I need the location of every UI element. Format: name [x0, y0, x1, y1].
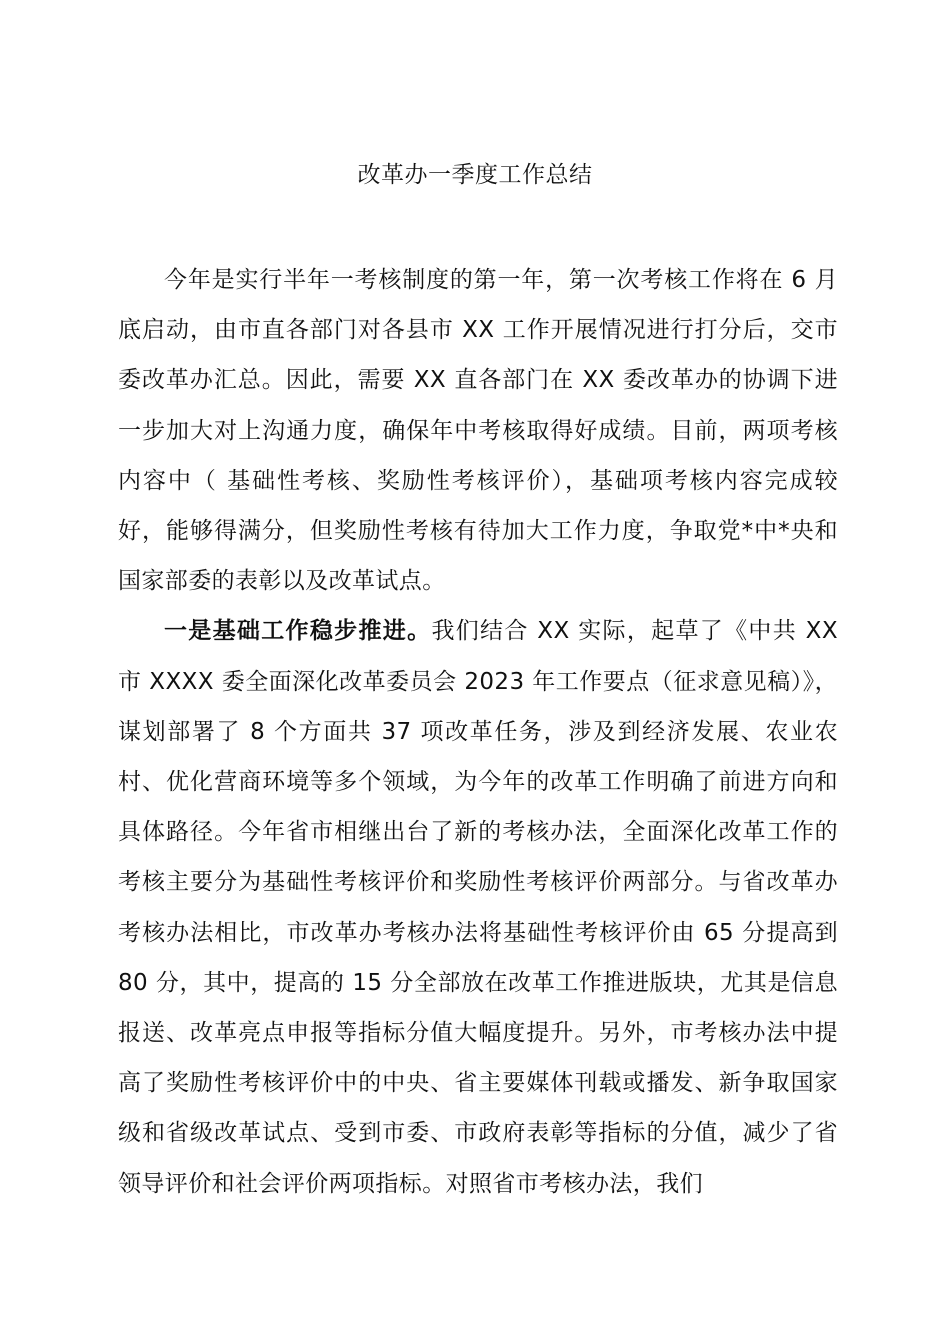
document-body — [118, 255, 838, 1209]
paragraph-2-text: 我们结合 XX 实际，起草了《中共 XX 市 XXXX 委全面深化改革委员会 2023 年工作要点（征求意见稿）》，谋划部署了 8 个方面共 37 项改革任务，涉及到经济发展、农业农村、优化营商环境等多个领域，为今年的改革工作明确了前进方向和具体路径。今年省市相继出台了新的考核办法，全面深化改革工作的考核主要分为基础性考核评价和奖励性考核评价两部分。与省改革办考核办法相比，市改革办考核办法将基础性考核评价由 65 分提高到 80 分，其中，提高的 15 分全部放在改革工作推进版块，尤其是信息报送、改革亮点申报等指标分值大幅度提升。另外，市考核办法中提高了奖励性考核评价中的中央、省主要媒体刊载或播发、新争取国家级和省级改革试点、受到市委、市政府表彰等指标的分值，减少了省领导评价和社会评价两项指标。对照省市考核办法，我们 — [118, 618, 838, 1197]
paragraph-2-lead: 一是基础工作稳步推进。 — [164, 618, 432, 645]
document-title: 改革办一季度工作总结 — [357, 162, 593, 188]
paragraph-1 — [118, 255, 838, 606]
paragraph-1-text: 今年是实行半年一考核制度的第一年，第一次考核工作将在 6 月底启动，由市直各部门对各县市 XX 工作开展情况进行打分后，交市委改革办汇总。因此，需要 XX 直各部门在 XX 委改革办的协调下进一步加大对上沟通力度，确保年中考核取得好成绩。目前，两项考核内容中（ 基础性考核、奖励性考核评价），基础项考核内容完成较好，能够得满分，但奖励性考核有待加大工作力度，争取党*中*央和国家部委的表彰以及改革试点。 — [118, 267, 838, 595]
paragraph-2 — [118, 606, 838, 1208]
